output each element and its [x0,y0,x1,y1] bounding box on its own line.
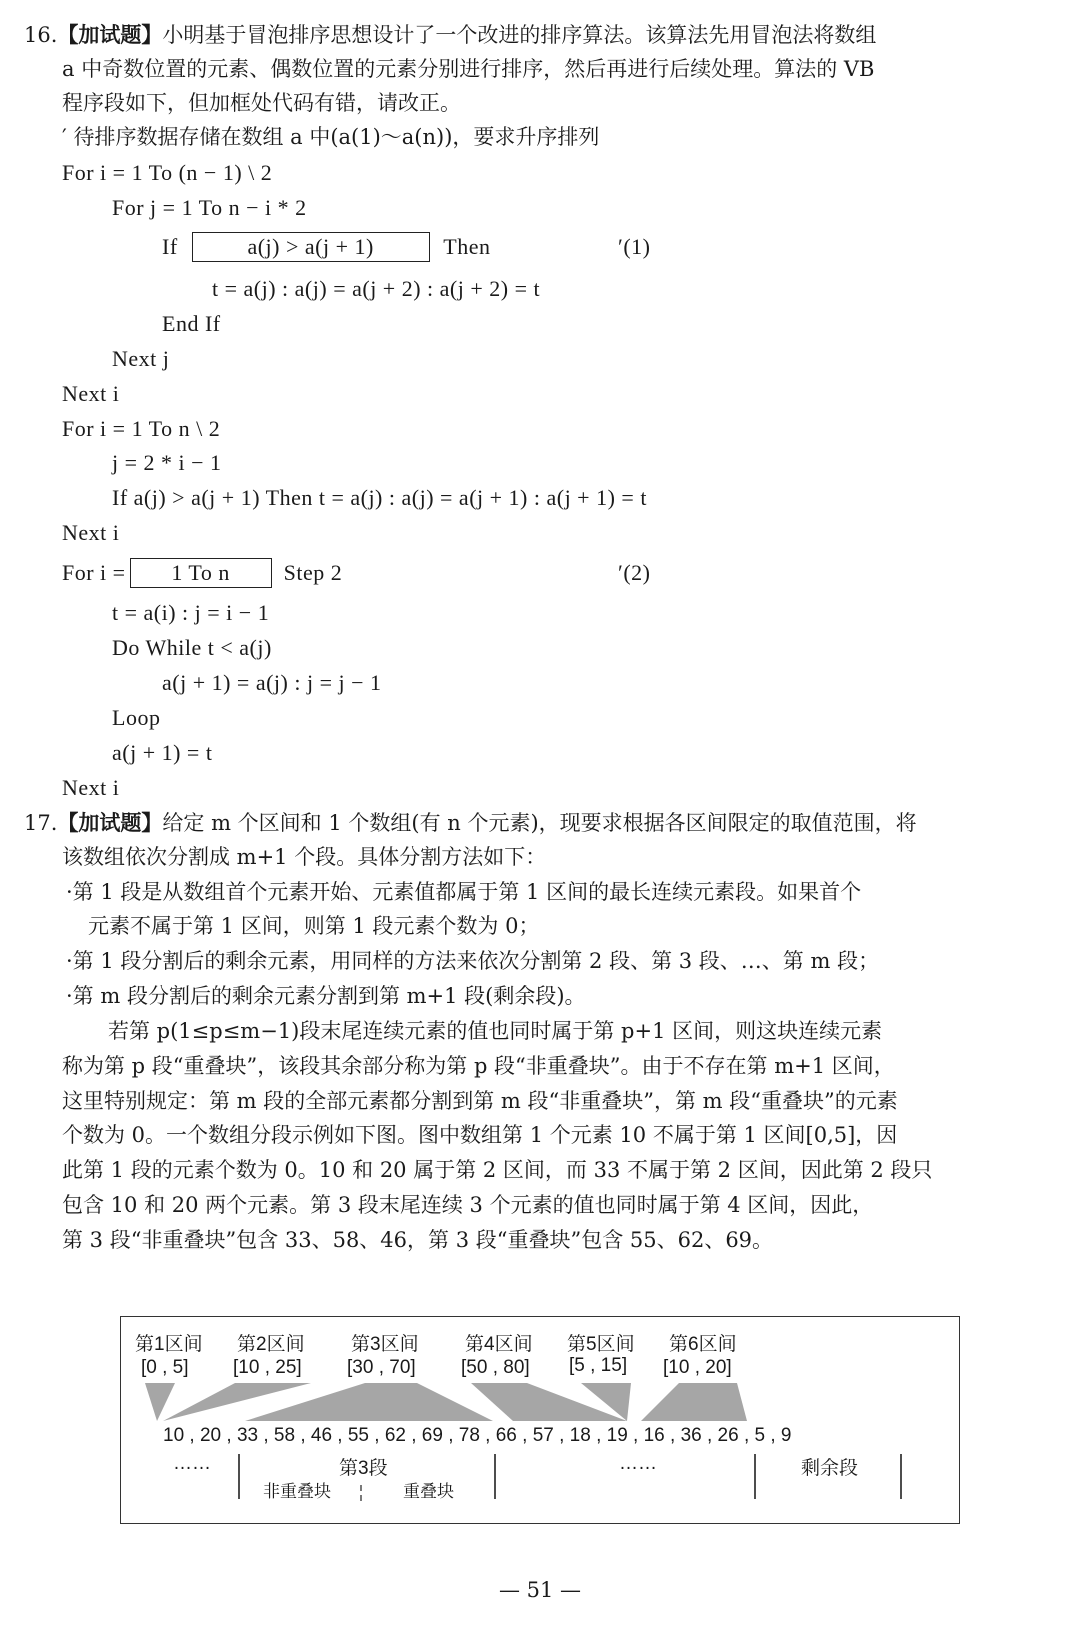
interval-5-name: 第5区间 [567,1334,635,1355]
q17-number: 17. [24,811,58,835]
interval-1-wedge [145,1383,175,1421]
para-line-7: 第 3 段“非重叠块”包含 33、58、46，第 3 段“重叠块”包含 55、62、69。 [62,1228,774,1252]
page-number: — 51 — [498,1578,582,1602]
q17-tag: 【加试题】 [57,811,163,835]
bullet-1a: ·第 1 段是从数组首个元素开始、元素值都属于第 1 区间的最长连续元素段。如果首个 [66,880,862,904]
interval-6-range: [10 , 20] [663,1357,732,1378]
para-line-4: 个数为 0。一个数组分段示例如下图。图中数组第 1 个元素 10 不属于第 1 区间[0,5]，因 [62,1123,898,1147]
q16-line1 [24,20,876,50]
code-line-11: Next i [62,520,120,545]
interval-4-name: 第4区间 [465,1334,533,1355]
code-line-15: a(j + 1) = a(j) : j = j − 1 [162,670,382,695]
code-line-6: Next j [112,346,170,371]
interval-4-range: [50 , 80] [461,1357,530,1378]
remainder-label: 剩余段 [801,1458,859,1479]
mark-1: ′(1) [618,234,651,259]
error-box-1: a(j) > a(j + 1) [192,232,430,262]
code-line-18: Next i [62,775,120,800]
interval-2-name: 第2区间 [237,1334,305,1355]
dots-right: …… [619,1453,657,1474]
dots-left: …… [173,1453,211,1474]
array-values: 10 , 20 , 33 , 58 , 46 , 55 , 62 , 69 , 78 , 66 , 57 , 18 , 19 , 16 , 36 , 26 , 5 , 9 [163,1425,792,1446]
segment-3-label: 第3段 [339,1458,388,1479]
q16-text-3: 程序段如下，但加框处代码有错，请改正。 [62,91,461,115]
interval-1-range: [0 , 5] [141,1357,189,1378]
code-line-13: t = a(i) : j = i − 1 [112,600,270,625]
para-line-6: 包含 10 和 20 两个元素。第 3 段末尾连续 3 个元素的值也同时属于第 4 区间，因此， [62,1193,874,1217]
q16-tag: 【加试题】 [57,23,163,47]
overlap-label: 重叠块 [403,1482,454,1501]
code-comment: ′ 待排序数据存储在数组 a 中(a(1)～a(n))，要求升序排列 [62,125,600,149]
code-line-10: If a(j) > a(j + 1) Then t = a(j) : a(j) = a(j + 1) : a(j + 1) = t [112,485,647,510]
code-line-8: For i = 1 To n \ 2 [62,416,221,441]
code-then-keyword: Then [443,234,491,259]
mark-2: ′(2) [618,560,651,585]
code-line-1: For i = 1 To (n − 1) \ 2 [62,160,273,185]
code-line-3 [162,232,490,262]
interval-wedges [145,1383,747,1421]
q17-text-1: 给定 m 个区间和 1 个数组(有 n 个元素)，现要求根据各区间限定的取值范围，将 [162,811,917,835]
q17-line1 [24,808,917,838]
q16-text-1: 小明基于冒泡排序思想设计了一个改进的排序算法。该算法先用冒泡法将数组 [162,23,877,47]
interval-2-range: [10 , 25] [233,1357,302,1378]
interval-6-name: 第6区间 [669,1334,737,1355]
interval-6-wedge [641,1383,747,1421]
code-line-9: j = 2 * i − 1 [112,450,222,475]
bullet-2: ·第 1 段分割后的剩余元素，用同样的方法来依次分割第 2 段、第 3 段、…、第 m 段； [66,949,880,973]
q16-number: 16. [24,23,58,47]
code-line-7: Next i [62,381,120,406]
code-line-12 [62,558,342,588]
bullet-1b: 元素不属于第 1 区间，则第 1 段元素个数为 0； [88,914,540,938]
para-line-1: 若第 p(1≤p≤m−1)段末尾连续元素的值也同时属于第 p+1 区间，则这块连续元素 [108,1019,883,1043]
code-line-2: For j = 1 To n − i * 2 [112,195,307,220]
q16-text-2: a 中奇数位置的元素、偶数位置的元素分别进行排序，然后再进行后续处理。算法的 VB [62,57,875,81]
segmentation-diagram [120,1316,960,1524]
code-step: Step 2 [283,560,343,585]
para-line-5: 此第 1 段的元素个数为 0。10 和 20 属于第 2 区间，而 33 不属于第 2 区间，因此第 2 段只 [62,1158,933,1182]
para-line-2: 称为第 p 段“重叠块”，该段其余部分称为第 p 段“非重叠块”。由于不存在第 m+1 区间， [62,1054,895,1078]
interval-1-name: 第1区间 [135,1334,203,1355]
code-line-17: a(j + 1) = t [112,740,213,765]
interval-3-range: [30 , 70] [347,1357,416,1378]
code-line-4: t = a(j) : a(j) = a(j + 2) : a(j + 2) = t [212,276,541,301]
para-line-3: 这里特别规定：第 m 段的全部元素都分割到第 m 段“非重叠块”，第 m 段“重叠块”的元素 [62,1089,898,1113]
code-if-keyword: If [162,234,178,259]
code-line-5: End If [162,311,221,336]
code-for-prefix: For i = [62,560,126,585]
q17-text-2: 该数组依次分割成 m+1 个段。具体分割方法如下： [62,845,547,869]
bullet-3: ·第 m 段分割后的剩余元素分割到第 m+1 段(剩余段)。 [66,984,586,1008]
code-line-14: Do While t < a(j) [112,635,272,660]
code-line-16: Loop [112,705,161,730]
non-overlap-label: 非重叠块 [263,1482,331,1501]
interval-5-range: [5 , 15] [569,1355,628,1376]
interval-3-name: 第3区间 [351,1334,419,1355]
error-box-2: 1 To n [130,558,272,588]
